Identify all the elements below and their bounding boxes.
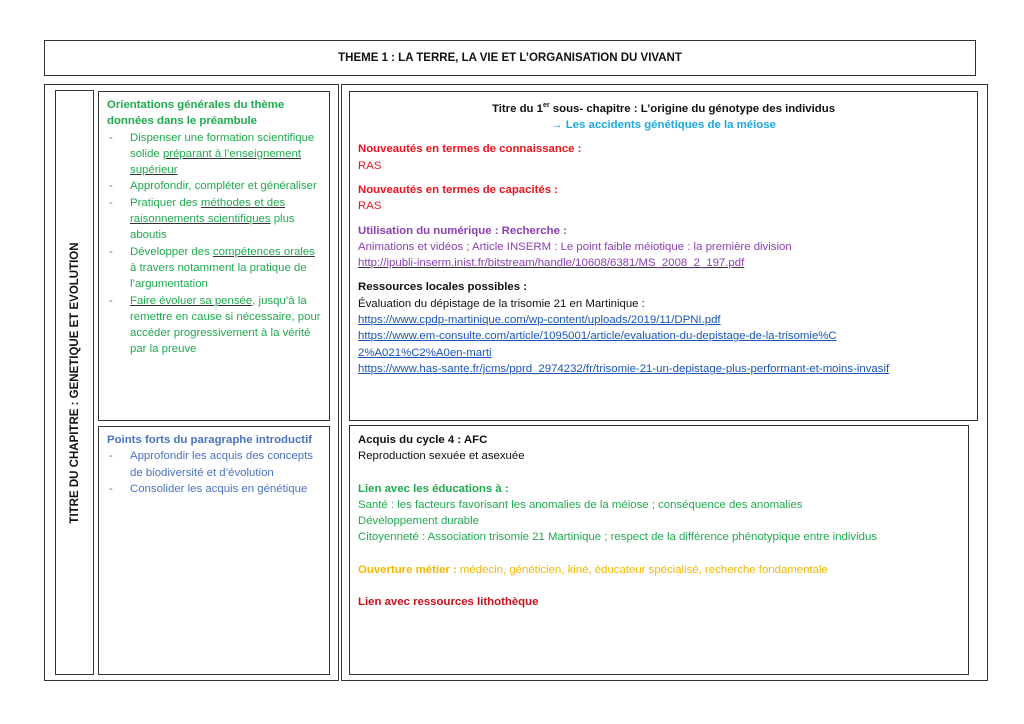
- points-forts-heading: Points forts du paragraphe introductif: [107, 434, 313, 446]
- section-heading: Nouveautés en termes de connaissance :: [358, 143, 582, 156]
- subchapter-box: [349, 91, 978, 421]
- item-text: Pratiquer des: [130, 196, 201, 209]
- section-heading: Nouveautés en termes de capacités :: [358, 183, 559, 196]
- resource-link[interactable]: https://www.cpdp-martinique.com/wp-content/uploads/2019/11/DPNI.pdf: [358, 314, 721, 327]
- section-heading: Ressources locales possibles :: [358, 281, 528, 294]
- arrow-right-icon: →: [551, 119, 563, 132]
- orientations-box: [98, 91, 330, 421]
- subchapter-title: [358, 98, 969, 117]
- ressources-section: [358, 279, 969, 377]
- metier-section: [358, 562, 960, 578]
- section-heading: Utilisation du numérique : Recherche :: [358, 224, 567, 237]
- list-item: [107, 178, 321, 194]
- section-text: Animations et vidéos ; Article INSERM : Le point faible méiotique : la première division: [358, 240, 792, 253]
- list-item: [107, 293, 321, 358]
- section-text: Évaluation du dépistage de la trisomie 21 en Martinique :: [358, 297, 645, 310]
- subchapter-subtitle: [358, 117, 969, 133]
- education-line: Santé : les facteurs favorisant les anomalies de la méiose ; conséquence des anomalies: [358, 498, 803, 511]
- title-sup: er: [543, 102, 550, 109]
- section-value: RAS: [358, 159, 382, 172]
- resource-link[interactable]: https://www.em-consulte.com/article/1095001/article/evaluation-du-depistage-de-la-trisomie%C2%A021%C2%A0en-marti: [358, 330, 837, 359]
- points-forts-box: [98, 426, 330, 675]
- education-line: Développement durable: [358, 515, 479, 528]
- orientations-list: [107, 130, 321, 358]
- theme-title: THEME 1 : LA TERRE, LA VIE ET L’ORGANISATION DU VIVANT: [44, 40, 976, 76]
- item-text: compétences orales: [212, 245, 315, 258]
- subtitle-text: Les accidents génétiques de la méiose: [565, 119, 776, 132]
- item-text: préparant à l’enseignement supérieur: [130, 147, 301, 177]
- metier-text: médecin, généticien, kiné, éducateur spécialisé, recherche fondamentale: [456, 563, 828, 576]
- acquis-text: Reproduction sexuée et asexuée: [358, 450, 525, 463]
- title-rest: sous- chapitre : L’origine du génotype des individus: [549, 102, 836, 115]
- item-text: plus aboutis: [130, 213, 295, 242]
- list-item: [107, 244, 321, 293]
- numerique-section: [358, 223, 969, 272]
- resource-link[interactable]: https://www.has-sante.fr/jcms/pprd_2974232/fr/trisomie-21-un-depistage-plus-performant-et-moins-invasif: [358, 362, 890, 375]
- item-text: , jusqu’à la remettre en cause si nécessaire, pour accéder progressivement à la vérité par la preuve: [130, 294, 321, 356]
- acquis-heading: Acquis du cycle 4 : AFC: [358, 434, 488, 446]
- section-heading: Lien avec les éducations à :: [358, 482, 509, 495]
- item-text: méthodes et des raisonnements scientifiques: [130, 196, 286, 226]
- inserm-link[interactable]: http://ipubli-inserm.inist.fr/bitstream/handle/10608/6381/MS_2008_2_197.pdf: [358, 257, 745, 270]
- item-text: Développer des: [130, 245, 213, 258]
- orientations-heading: Orientations générales du thème données dans le préambule: [107, 99, 285, 128]
- title-prefix: Titre du 1: [491, 102, 543, 115]
- educations-section: [358, 481, 960, 546]
- chapter-title: TITRE DU CHAPITRE : GENETIQUE ET EVOLUTION: [68, 241, 81, 524]
- item-text: Approfondir, compléter et généraliser: [130, 180, 317, 193]
- nouveautes-connaissance: [358, 141, 969, 174]
- chapter-title-column: [55, 90, 94, 675]
- list-item: - Approfondir les acquis des concepts de biodiversité et d’évolution: [107, 448, 321, 481]
- item-text: à travers notamment la pratique de l’argumentation: [130, 261, 307, 291]
- lithotheque-link-text: Lien avec ressources lithothèque: [358, 596, 539, 609]
- section-value: RAS: [358, 200, 382, 213]
- metier-label: Ouverture métier :: [358, 563, 457, 576]
- list-item: [107, 195, 321, 244]
- item-text: Faire évoluer sa pensée: [130, 294, 253, 307]
- list-item: [107, 130, 321, 179]
- acquis-box: [349, 425, 969, 675]
- item-text: Dispenser une formation scientifique solide: [130, 131, 315, 160]
- list-item: - Consolider les acquis en génétique: [107, 481, 321, 497]
- nouveautes-capacites: [358, 182, 969, 215]
- points-forts-list: [107, 448, 321, 497]
- education-line: Citoyenneté : Association trisomie 21 Martinique ; respect de la différence phénotypique entre individus: [358, 531, 878, 544]
